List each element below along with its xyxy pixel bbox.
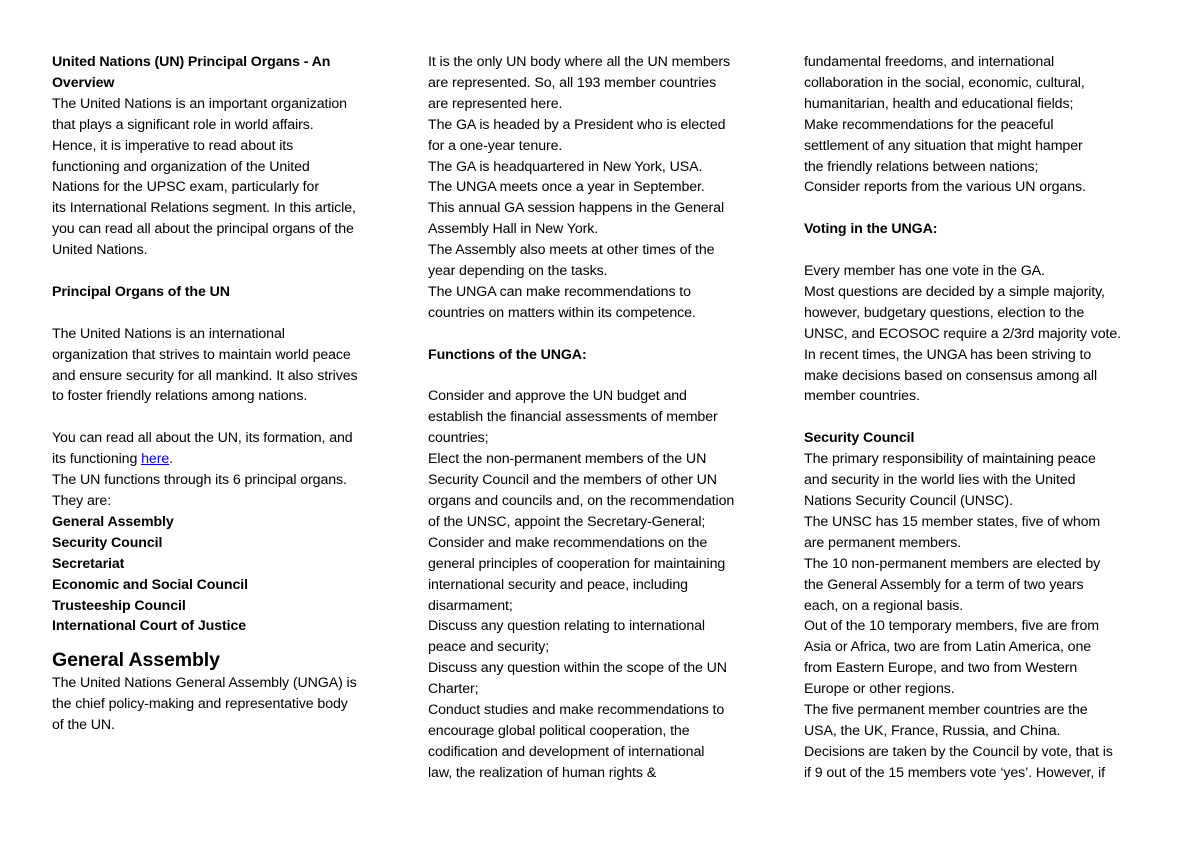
ga-detail-line: are represented. So, all 193 member countries (428, 74, 717, 91)
general-assembly-heading: General Assembly (52, 649, 220, 672)
intro-line: United Nations. (52, 242, 148, 259)
sc-line: Out of the 10 temporary members, five are from (804, 618, 1100, 635)
principal-para-line: organization that strives to maintain world peace (52, 346, 351, 363)
sc-line: are permanent members. (804, 534, 962, 551)
voting-line: UNSC, and ECOSOC require a 2/3rd majority vote. (804, 325, 1122, 342)
function-cont-line: Consider reports from the various UN organs. (804, 179, 1086, 196)
ga-detail-line: This annual GA session happens in the General (428, 200, 724, 217)
function-line: disarmament; (428, 597, 513, 614)
ga-detail-line: countries on matters within its competence. (428, 304, 696, 321)
organ-item: Trusteeship Council (52, 597, 186, 614)
ga-detail-line: The Assembly also meets at other times of the (428, 242, 715, 259)
organ-item: Secretariat (52, 555, 125, 572)
function-line: establish the financial assessments of member (428, 409, 718, 426)
sc-line: each, on a regional basis. (804, 597, 964, 614)
sc-line: the General Assembly for a term of two years (804, 576, 1084, 593)
voting-line: however, budgetary questions, election to the (804, 304, 1085, 321)
sc-line: USA, the UK, France, Russia, and China. (804, 722, 1061, 739)
ga-detail-line: The UNGA can make recommendations to (428, 283, 691, 300)
voting-heading: Voting in the UNGA: (804, 221, 938, 238)
function-line: codification and development of international (428, 743, 705, 760)
function-line: Discuss any question relating to international (428, 618, 705, 635)
function-line: law, the realization of human rights & (428, 764, 657, 781)
function-line: Conduct studies and make recommendations to (428, 702, 725, 719)
ga-detail-line: are represented here. (428, 95, 563, 112)
ga-detail-line: It is the only UN body where all the UN members (428, 54, 731, 70)
intro-line: Hence, it is imperative to read about its (52, 137, 294, 154)
principal-para-line: and ensure security for all mankind. It also strives (52, 367, 358, 384)
function-line: countries; (428, 430, 489, 447)
function-line: Consider and make recommendations on the (428, 534, 708, 551)
principal-para-line: The United Nations is an international (52, 325, 285, 342)
function-line: general principles of cooperation for maintaining (428, 555, 726, 572)
column-1 (52, 52, 402, 736)
sc-line: The five permanent member countries are the (804, 702, 1088, 719)
function-cont-line: humanitarian, health and educational fields; (804, 95, 1074, 112)
function-line: Consider and approve the UN budget and (428, 388, 687, 405)
ga-detail-line: The UNGA meets once a year in September. (428, 179, 705, 196)
sc-line: if 9 out of the 15 members vote ‘yes’. However, if (804, 764, 1105, 781)
sc-line: Asia or Africa, two are from Latin America, one (804, 639, 1092, 656)
sc-line: Decisions are taken by the Council by vote, that is (804, 743, 1113, 760)
read-more-line-2 (52, 449, 402, 470)
security-council-heading: Security Council (804, 430, 915, 447)
organ-item: General Assembly (52, 513, 174, 530)
function-line: Security Council and the members of other UN (428, 472, 717, 489)
doc-title-line-1: United Nations (UN) Principal Organs - An (52, 54, 331, 70)
function-cont-line: Make recommendations for the peaceful (804, 116, 1054, 133)
voting-line: Every member has one vote in the GA. (804, 263, 1045, 280)
intro-line: that plays a significant role in world affairs. (52, 116, 314, 133)
ga-detail-line: for a one-year tenure. (428, 137, 563, 154)
function-cont-line: collaboration in the social, economic, cultural, (804, 74, 1085, 91)
ga-para-line: The United Nations General Assembly (UNGA) is (52, 675, 357, 692)
intro-line: The United Nations is an important organization (52, 95, 347, 112)
column-3 (804, 52, 1154, 784)
doc-title-line-2: Overview (52, 74, 115, 91)
principal-para-line: to foster friendly relations among nations. (52, 388, 308, 405)
voting-line: Most questions are decided by a simple majority, (804, 283, 1105, 300)
function-line: of the UNSC, appoint the Secretary-General; (428, 513, 706, 530)
function-line: Discuss any question within the scope of the UN (428, 660, 727, 677)
ga-para-line: the chief policy-making and representative body (52, 696, 348, 713)
function-cont-line: fundamental freedoms, and international (804, 54, 1055, 70)
ga-para-line: of the UN. (52, 717, 115, 734)
read-more-prefix: its functioning (52, 451, 142, 468)
sc-line: The UNSC has 15 member states, five of whom (804, 513, 1101, 530)
organ-item: Economic and Social Council (52, 576, 248, 593)
sc-line: from Eastern Europe, and two from Western (804, 660, 1078, 677)
sc-line: and security in the world lies with the United (804, 472, 1076, 489)
intro-line: Nations for the UPSC exam, particularly for (52, 179, 319, 196)
sc-line: Europe or other regions. (804, 681, 955, 698)
ga-detail-line: The GA is headed by a President who is elected (428, 116, 726, 133)
function-line: Elect the non-permanent members of the UN (428, 451, 707, 468)
function-cont-line: settlement of any situation that might hamper (804, 137, 1083, 154)
read-more-suffix: . (169, 451, 173, 468)
intro-line: its International Relations segment. In this article, (52, 200, 356, 217)
function-line: Charter; (428, 681, 479, 698)
sc-line: The 10 non-permanent members are elected by (804, 555, 1101, 572)
ga-detail-line: year depending on the tasks. (428, 263, 608, 280)
principal-organs-heading: Principal Organs of the UN (52, 283, 230, 300)
voting-line: member countries. (804, 388, 920, 405)
function-line: international security and peace, including (428, 576, 688, 593)
ga-detail-line: Assembly Hall in New York. (428, 221, 599, 238)
organ-item: Security Council (52, 534, 163, 551)
read-more-line-1: You can read all about the UN, its formation, and (52, 430, 353, 447)
functions-unga-heading: Functions of the UNGA: (428, 346, 587, 363)
intro-line: functioning and organization of the United (52, 158, 310, 175)
organ-item: International Court of Justice (52, 618, 247, 635)
intro-line: you can read all about the principal organs of the (52, 221, 354, 238)
here-link[interactable]: here (141, 451, 170, 468)
voting-line: In recent times, the UNGA has been striving to (804, 346, 1092, 363)
ga-detail-line: The GA is headquartered in New York, USA. (428, 158, 703, 175)
function-line: encourage global political cooperation, the (428, 722, 690, 739)
sc-line: The primary responsibility of maintaining peace (804, 451, 1096, 468)
function-cont-line: the friendly relations between nations; (804, 158, 1039, 175)
functions-intro-line-2: They are: (52, 492, 112, 509)
function-line: organs and councils and, on the recommendation (428, 493, 735, 509)
sc-line: Nations Security Council (UNSC). (804, 492, 1013, 509)
voting-line: make decisions based on consensus among all (804, 367, 1098, 384)
function-line: peace and security; (428, 639, 550, 656)
functions-intro-line-1: The UN functions through its 6 principal organs. (52, 472, 347, 489)
column-2 (428, 52, 778, 784)
